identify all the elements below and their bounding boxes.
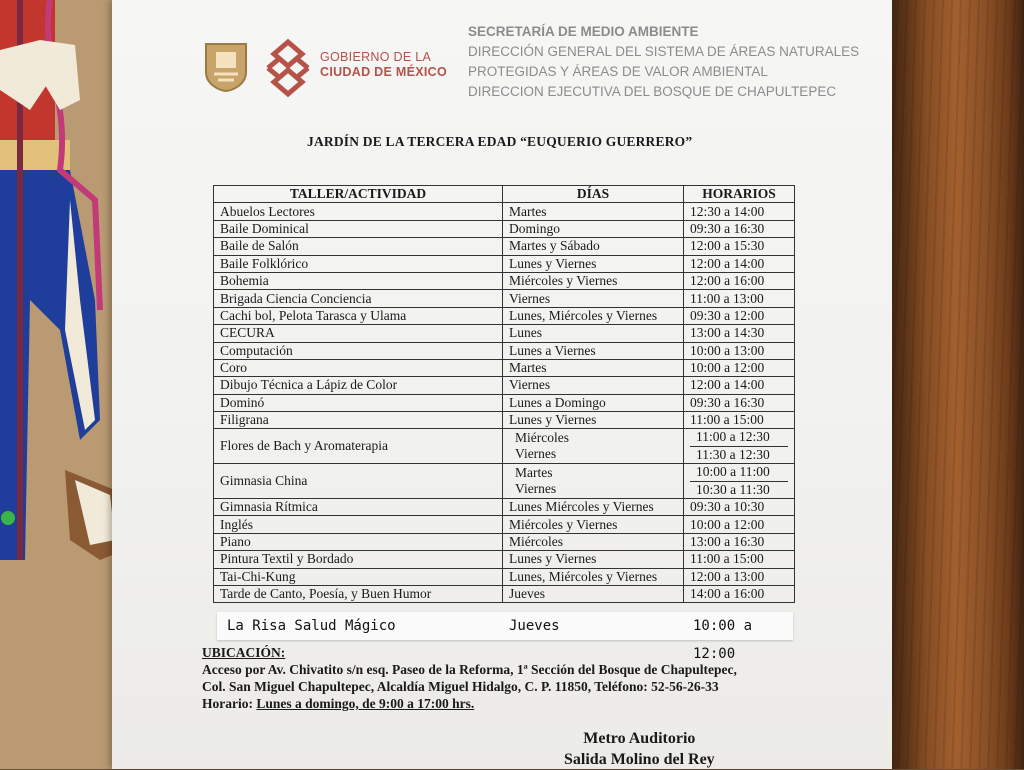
activity-cell: Tarde de Canto, Poesía, y Buen Humor <box>214 585 503 602</box>
activity-cell: Inglés <box>214 516 503 533</box>
header-activity: TALLER/ACTIVIDAD <box>214 186 503 203</box>
gov-line-2: CIUDAD DE MÉXICO <box>320 65 448 79</box>
table-row <box>214 307 795 324</box>
hours-cell: 12:00 a 16:00 <box>684 272 795 289</box>
hours-value: 11:30 a 12:30 <box>690 446 788 463</box>
hours-cell: 10:00 a 13:00 <box>684 342 795 359</box>
days-cell: Viernes <box>503 290 684 307</box>
location-block <box>202 644 737 712</box>
days-cell: Lunes a Domingo <box>503 394 684 411</box>
handwritten-activity: La Risa Salud Mágico <box>227 618 396 634</box>
hours-cell <box>684 429 795 464</box>
gov-line-1: GOBIERNO DE LA <box>320 50 432 64</box>
secretariat-line-4: DIRECCION EJECUTIVA DEL BOSQUE DE CHAPULTEPEC <box>468 84 837 99</box>
table-row <box>214 499 795 516</box>
hours-cell: 11:00 a 13:00 <box>684 290 795 307</box>
hours-cell: 12:00 a 14:00 <box>684 255 795 272</box>
header-days: DÍAS <box>503 186 684 203</box>
cdmx-emblem-icon <box>262 38 314 98</box>
hours-cell: 09:30 a 16:30 <box>684 394 795 411</box>
hours-cell: 12:30 a 14:00 <box>684 203 795 220</box>
activity-cell: Cachi bol, Pelota Tarasca y Ulama <box>214 307 503 324</box>
days-value: Viernes <box>515 481 557 497</box>
hours-cell: 10:00 a 12:00 <box>684 359 795 376</box>
activity-cell: Gimnasia China <box>214 464 503 499</box>
location-hours-value: Lunes a domingo, de 9:00 a 17:00 hrs. <box>256 696 475 711</box>
location-line-2: Col. San Miguel Chapultepec, Alcaldía Miguel Hidalgo, C. P. 11850, Teléfono: 52-56-26-33 <box>202 679 719 694</box>
table-row <box>214 412 795 429</box>
table-row <box>214 290 795 307</box>
days-cell: Domingo <box>503 220 684 237</box>
table-row <box>214 429 795 464</box>
location-hours-label: Horario: <box>202 696 257 711</box>
activity-cell: Abuelos Lectores <box>214 203 503 220</box>
activity-cell: Baile de Salón <box>214 238 503 255</box>
table-row <box>214 359 795 376</box>
table-row <box>214 325 795 342</box>
table-row <box>214 464 795 499</box>
days-cell: Miércoles <box>503 533 684 550</box>
hours-cell: 14:00 a 16:00 <box>684 585 795 602</box>
location-line-1: Acceso por Av. Chivatito s/n esq. Paseo de la Reforma, 1ª Sección del Bosque de Chapultepec, <box>202 662 737 677</box>
table-row <box>214 533 795 550</box>
schedule-table <box>213 185 795 603</box>
government-name <box>320 50 447 80</box>
table-row <box>214 272 795 289</box>
table-row <box>214 203 795 220</box>
activity-cell: Computación <box>214 342 503 359</box>
hours-cell: 13:00 a 14:30 <box>684 325 795 342</box>
activity-cell: Baile Dominical <box>214 220 503 237</box>
secretariat-header <box>468 22 859 102</box>
table-header-row <box>214 186 795 203</box>
days-cell: Lunes y Viernes <box>503 551 684 568</box>
activity-cell: Dominó <box>214 394 503 411</box>
handwritten-hours: 10:00 a 12:00 <box>693 618 753 662</box>
wooden-door-frame <box>888 0 1024 769</box>
hours-cell: 09:30 a 16:30 <box>684 220 795 237</box>
hours-cell: 12:00 a 14:00 <box>684 377 795 394</box>
hours-cell: 11:00 a 15:00 <box>684 551 795 568</box>
days-cell: Viernes <box>503 377 684 394</box>
activity-cell: Pintura Textil y Bordado <box>214 551 503 568</box>
days-cell: Lunes a Viernes <box>503 342 684 359</box>
table-row <box>214 377 795 394</box>
table-row <box>214 238 795 255</box>
table-row <box>214 342 795 359</box>
days-cell: Lunes, Miércoles y Viernes <box>503 307 684 324</box>
table-row <box>214 255 795 272</box>
activity-cell: Gimnasia Rítmica <box>214 499 503 516</box>
location-hours <box>202 695 737 712</box>
days-cell: Martes <box>503 359 684 376</box>
activity-cell: Baile Folklórico <box>214 255 503 272</box>
days-cell: Miércoles y Viernes <box>503 272 684 289</box>
hours-cell <box>684 464 795 499</box>
table-row <box>214 394 795 411</box>
secretariat-line-1: SECRETARÍA DE MEDIO AMBIENTE <box>468 24 699 39</box>
header-hours: HORARIOS <box>684 186 795 203</box>
days-value: Viernes <box>515 446 557 462</box>
hours-value: 11:00 a 12:30 <box>696 429 770 445</box>
activity-cell: Bohemia <box>214 272 503 289</box>
hours-value: 10:00 a 11:00 <box>696 464 770 480</box>
hours-cell: 10:00 a 12:00 <box>684 516 795 533</box>
activity-cell: Brigada Ciencia Conciencia <box>214 290 503 307</box>
metro-exit: Salida Molino del Rey <box>564 751 715 768</box>
hours-cell: 12:00 a 13:00 <box>684 568 795 585</box>
table-row <box>214 516 795 533</box>
table-row <box>214 585 795 602</box>
schedule-sheet <box>112 0 892 769</box>
activity-cell: CECURA <box>214 325 503 342</box>
document-title: JARDÍN DE LA TERCERA EDAD “EUQUERIO GUERRERO” <box>307 134 693 149</box>
activity-cell: Coro <box>214 359 503 376</box>
days-cell: Lunes <box>503 325 684 342</box>
hours-cell: 12:00 a 15:30 <box>684 238 795 255</box>
days-cell: Martes y Sábado <box>503 238 684 255</box>
days-cell: Lunes, Miércoles y Viernes <box>503 568 684 585</box>
days-cell <box>503 464 684 499</box>
table-row <box>214 551 795 568</box>
secretariat-line-3: PROTEGIDAS Y ÁREAS DE VALOR AMBIENTAL <box>468 64 768 79</box>
table-row <box>214 568 795 585</box>
activity-cell: Flores de Bach y Aromaterapia <box>214 429 503 464</box>
coat-of-arms-icon <box>204 42 248 92</box>
days-cell: Jueves <box>503 585 684 602</box>
location-label: UBICACIÓN: <box>202 645 286 660</box>
secretariat-line-2: DIRECCIÓN GENERAL DEL SISTEMA DE ÁREAS NATURALES <box>468 44 860 59</box>
metro-info <box>564 728 715 770</box>
schedule-table-body <box>214 203 795 603</box>
hours-cell: 09:30 a 12:00 <box>684 307 795 324</box>
metro-station: Metro Auditorio <box>583 730 696 747</box>
days-cell: Martes <box>503 203 684 220</box>
table-row <box>214 220 795 237</box>
days-value: Martes <box>515 464 553 480</box>
hours-cell: 09:30 a 10:30 <box>684 499 795 516</box>
activity-cell: Filigrana <box>214 412 503 429</box>
activity-cell: Piano <box>214 533 503 550</box>
activity-cell: Tai-Chi-Kung <box>214 568 503 585</box>
days-cell: Miércoles y Viernes <box>503 516 684 533</box>
days-cell <box>503 429 684 464</box>
hours-cell: 13:00 a 16:30 <box>684 533 795 550</box>
catrina-skeleton-decoration <box>0 0 130 600</box>
activity-cell: Dibujo Técnica a Lápiz de Color <box>214 377 503 394</box>
days-cell: Lunes Miércoles y Viernes <box>503 499 684 516</box>
handwritten-days: Jueves <box>509 618 560 634</box>
days-cell: Lunes y Viernes <box>503 412 684 429</box>
days-value: Miércoles <box>515 429 569 445</box>
hours-cell: 11:00 a 15:00 <box>684 412 795 429</box>
days-cell: Lunes y Viernes <box>503 255 684 272</box>
hours-value: 10:30 a 11:30 <box>690 481 788 498</box>
